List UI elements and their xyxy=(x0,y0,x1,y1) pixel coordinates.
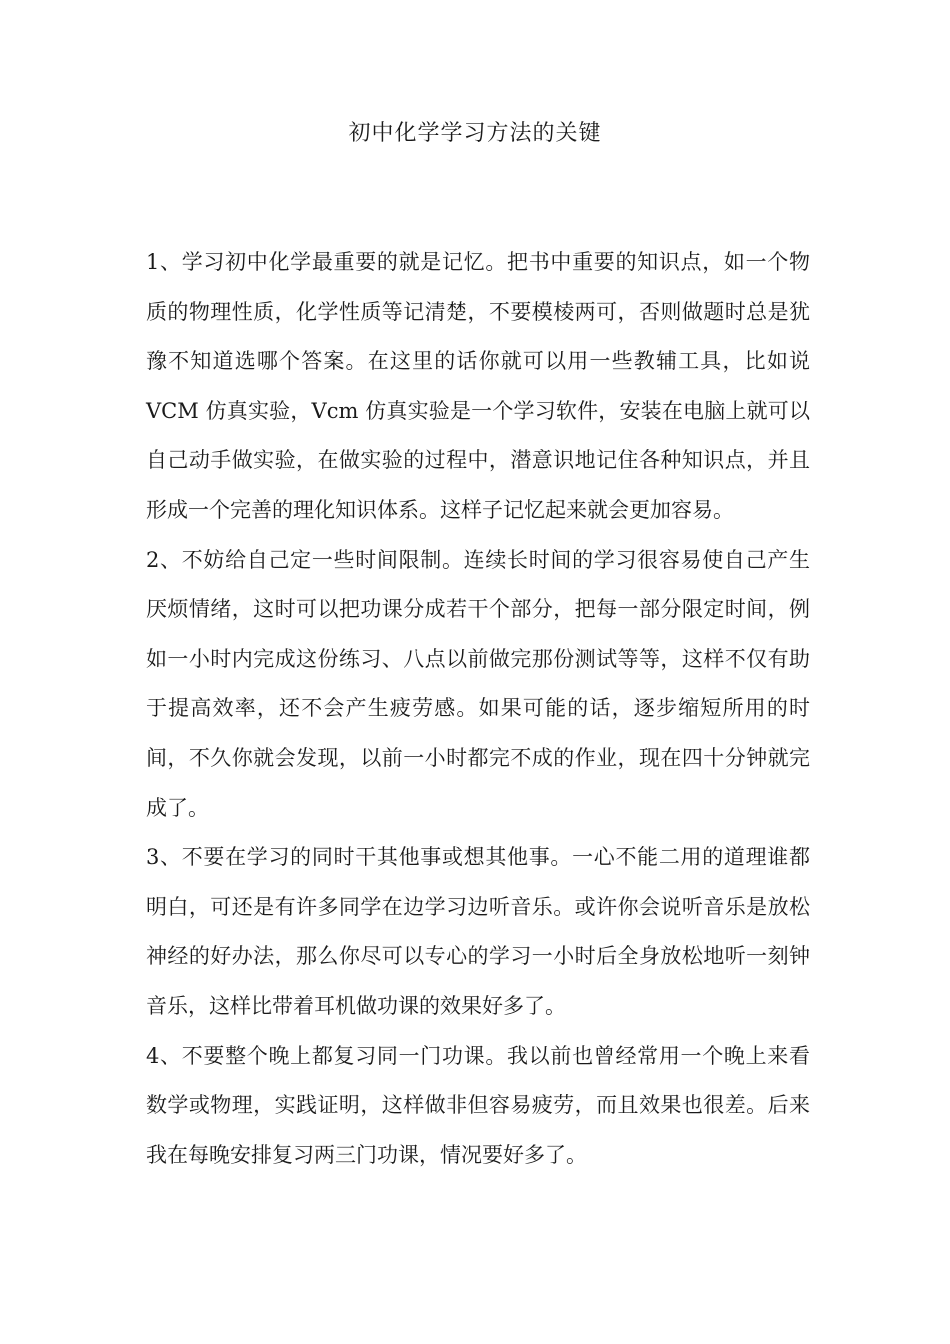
document-title: 初中化学学习方法的关键 xyxy=(348,121,602,146)
paragraph-2: 2、不妨给自己定一些时间限制。连续长时间的学习很容易使自己产生厌烦情绪，这时可以把功课分成若干个部分，把每一部分限定时间，例如一小时内完成这份练习、八点以前做完那份测试等等，这样不仅有助于提高效率，还不会产生疲劳感。如果可能的话，逐步缩短所用的时间，不久你就会发现，以前一小时都完不成的作业，现在四十分钟就完成了。 xyxy=(146,547,810,820)
paragraph-1: 1、学习初中化学最重要的就是记忆。把书中重要的知识点，如一个物质的物理性质，化学性质等记清楚，不要模棱两可，否则做题时总是犹豫不知道选哪个答案。在这里的话你就可以用一些教辅工具，比如说 VCM 仿真实验，Vcm 仿真实验是一个学习软件，安装在电脑上就可以自己动手做实验，在做实验的过程中，潜意识地记住各种知识点，并且形成一个完善的理化知识体系。这样子记忆起来就会更加容易。 xyxy=(146,250,810,522)
document-body xyxy=(146,238,810,1180)
paragraph-3: 3、不要在学习的同时干其他事或想其他事。一心不能二用的道理谁都明白，可还是有许多同学在边学习边听音乐。或许你会说听音乐是放松神经的好办法，那么你尽可以专心的学习一小时后全身放松地听一刻钟音乐，这样比带着耳机做功课的效果好多了。 xyxy=(146,845,810,1018)
paragraph-4: 4、不要整个晚上都复习同一门功课。我以前也曾经常用一个晚上来看数学或物理，实践证明，这样做非但容易疲劳，而且效果也很差。后来我在每晚安排复习两三门功课，情况要好多了。 xyxy=(146,1043,810,1167)
